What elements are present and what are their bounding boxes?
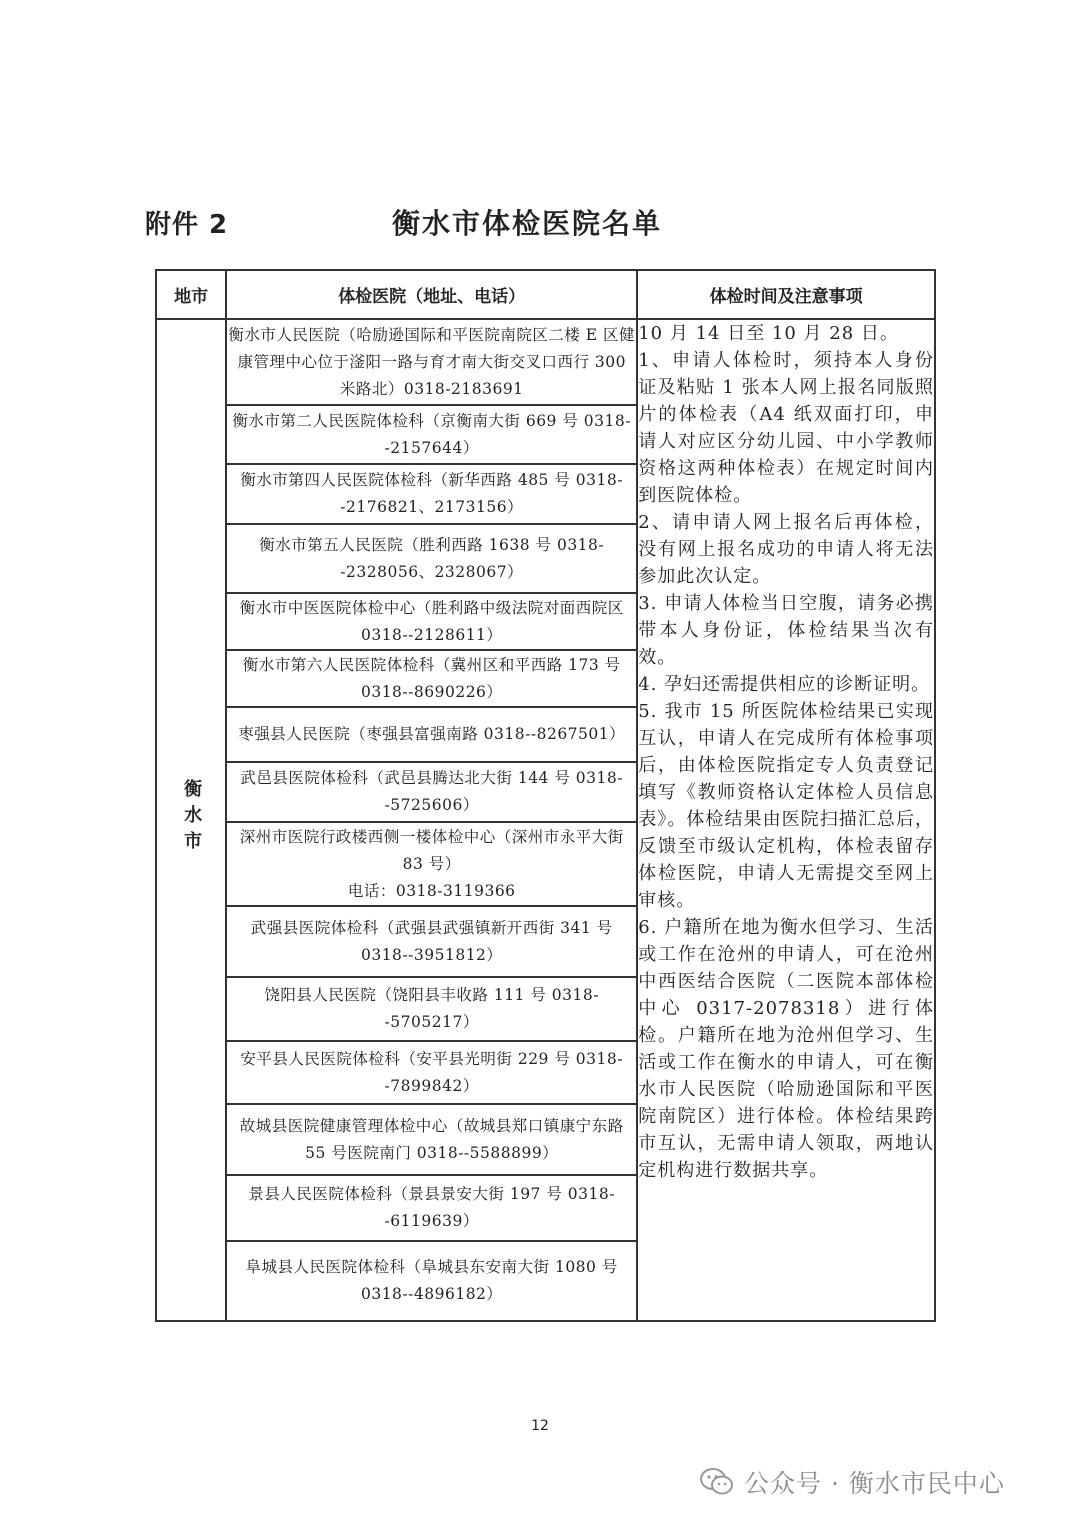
hospital-cell: 景县人民医院体检科（景县景安大街 197 号 0318--6119639） [226, 1175, 637, 1241]
notes-cell [637, 319, 935, 1321]
hospital-cell [226, 822, 637, 906]
column-header-hospital: 体检医院（地址、电话） [226, 270, 637, 319]
watermark-text: 公众号 · 衡水市民中心 [744, 1469, 1005, 1498]
page-number: 12 [531, 1418, 549, 1434]
hospital-cell: 饶阳县人民医院（饶阳县丰收路 111 号 0318--5705217） [226, 977, 637, 1041]
hospital-cell: 衡水市中医医院体检中心（胜利路中级法院对面西院区 0318--2128611） [226, 593, 637, 650]
column-header-city: 地市 [156, 270, 226, 319]
hospital-phone: 电话：0318-3119366 [347, 881, 516, 900]
note-item: 4. 孕妇还需提供相应的诊断证明。 [638, 674, 931, 695]
title-row [145, 198, 945, 248]
table-row [156, 319, 935, 405]
note-item: 2、请申请人网上报名后再体检，没有网上报名成功的申请人将无法参加此次认定。 [638, 512, 934, 587]
note-item: 1、申请人体检时，须持本人身份证及粘贴 1 张本人网上报名同版照片的体检表（A4 纸双面打印，申请人对应区分幼儿园、中小学教师资格这两种体检表）在规定时间内到医院体检。 [638, 350, 934, 506]
watermark [700, 1462, 1005, 1502]
city-cell [156, 319, 226, 1321]
note-item: 5. 我市 15 所医院体检结果已实现互认，申请人在完成所有体检事项后，由体检医院指定专人负责登记填写《教师资格认定体检人员信息表》。体检结果由医院扫描汇总后，反馈至市级认定机构，体检表留存体检医院，申请人无需提交至网上审核。 [638, 701, 934, 911]
attachment-label: 附件 2 [145, 210, 229, 240]
hospital-cell: 衡水市人民医院（哈励逊国际和平医院南院区二楼 E 区健康管理中心位于滏阳一路与育才南大街交叉口西行 300 米路北）0318-2183691 [226, 319, 637, 405]
table-header-row [156, 270, 935, 319]
hospital-cell: 武强县医院体检科（武强县武强镇新开西街 341 号 0318--3951812） [226, 906, 637, 977]
note-item: 3. 申请人体检当日空腹，请务必携带本人身份证，体检结果当次有效。 [638, 593, 934, 668]
hospital-cell: 衡水市第四人民医院体检科（新华西路 485 号 0318--2176821、2173156） [226, 464, 637, 524]
hospital-cell: 安平县人民医院体检科（安平县光明街 229 号 0318--7899842） [226, 1041, 637, 1104]
hospital-cell: 衡水市第六人民医院体检科（冀州区和平西路 173 号 0318--8690226） [226, 650, 637, 707]
hospital-cell: 枣强县人民医院（枣强县富强南路 0318--8267501） [226, 707, 637, 762]
hospital-cell: 故城县医院健康管理体检中心（故城县郑口镇康宁东路 55 号医院南门 0318--5588899） [226, 1104, 637, 1175]
note-item: 10 月 14 日至 10 月 28 日。 [638, 323, 899, 344]
city-name: 衡水市 [181, 778, 203, 857]
column-header-notes: 体检时间及注意事项 [637, 270, 935, 319]
hospital-table [155, 269, 936, 1322]
hospital-name: 深州市医院行政楼西侧一楼体检中心（深州市永平大街 83 号） [239, 827, 624, 873]
hospital-cell: 衡水市第二人民医院体检科（京衡南大街 669 号 0318--2157644） [226, 405, 637, 464]
hospital-cell: 衡水市第五人民医院（胜利西路 1638 号 0318--2328056、2328067） [226, 524, 637, 593]
wechat-icon [700, 1468, 734, 1496]
hospital-cell: 阜城县人民医院体检科（阜城县东安南大街 1080 号 0318--4896182） [226, 1241, 637, 1321]
page-title: 衡水市体检医院名单 [392, 207, 663, 240]
note-item: 6. 户籍所在地为衡水但学习、生活或工作在沧州的申请人，可在沧州中西医结合医院（二医院本部体检中心 0317-2078318）进行体检。户籍所在地为沧州但学习、生活或工作在衡水的申请人，可在衡水市人民医院（哈励逊国际和平医院南院区）进行体检。体检结果跨市互认，无需申请人领取，两地认定机构进行数据共享。 [638, 917, 934, 1181]
hospital-cell: 武邑县医院体检科（武邑县腾达北大街 144 号 0318--5725606） [226, 762, 637, 822]
